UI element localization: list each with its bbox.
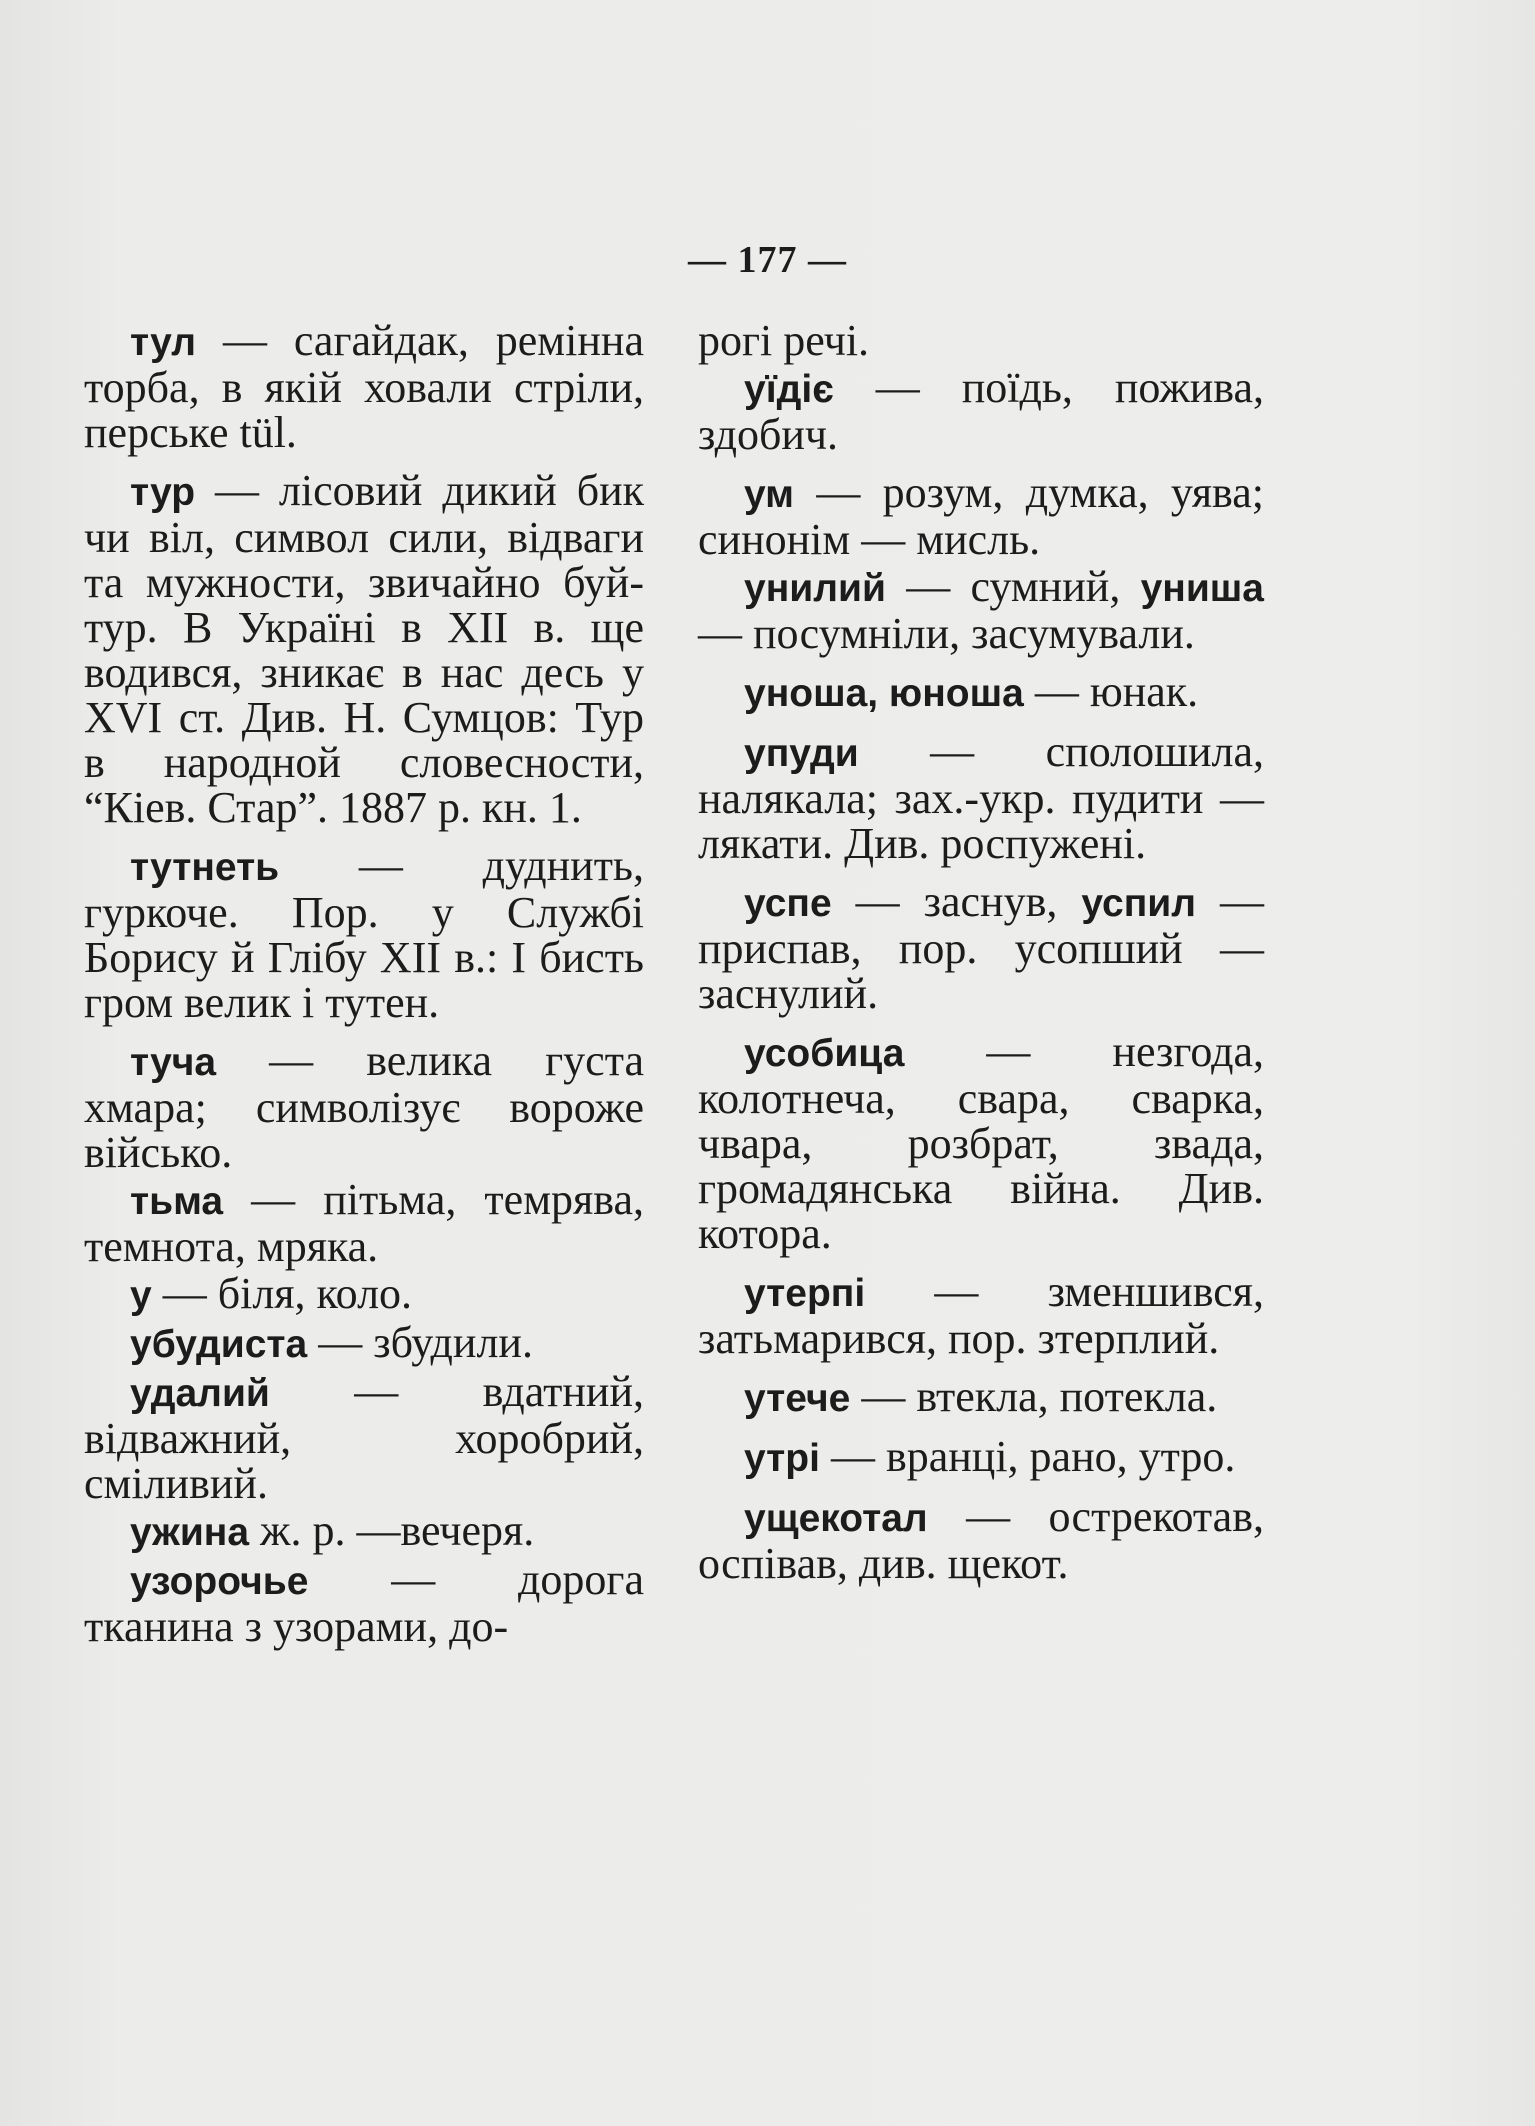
dictionary-entry [84, 1369, 644, 1506]
headword: унилий [744, 567, 886, 610]
headword: уноша, юноша [744, 672, 1024, 715]
dictionary-entry [698, 1374, 1264, 1421]
dictionary-entry [698, 729, 1264, 866]
definition: — дорога тканина з узорами, до- [84, 1555, 644, 1651]
definition: — пітьма, темрява, темнота, мряка. [84, 1175, 644, 1271]
headword: убудиста [130, 1323, 308, 1366]
definition: — посумніли, засумували. [698, 609, 1195, 658]
headword: утрі [744, 1437, 820, 1480]
definition: — сумний, [885, 562, 1141, 611]
headword: ущекотал [744, 1497, 928, 1540]
headword: тур [130, 471, 196, 514]
dictionary-entry [698, 564, 1264, 656]
definition: — розум, думка, уява; синонім — мисль. [698, 468, 1264, 564]
dictionary-entry [698, 1494, 1264, 1586]
dictionary-entry [84, 1320, 644, 1367]
definition: — незгода, колотнеча, свара, сварка, чвара, розбрат, звада, громадянська війна. Див. котора. [698, 1027, 1264, 1258]
headword: у [130, 1274, 152, 1317]
page-number: — 177 — [688, 239, 847, 281]
dictionary-entry [698, 365, 1264, 457]
headword: тьма [130, 1180, 224, 1223]
definition: — зменшився, затьмарився, пор. зтерплий. [698, 1267, 1264, 1363]
dictionary-entry [84, 1508, 644, 1555]
definition: — приспав, пор. усопший — заснулий. [698, 877, 1264, 1018]
headword: униша [1140, 567, 1264, 610]
definition: — поїдь, пожива, здобич. [698, 363, 1264, 459]
dictionary-entry [84, 318, 644, 455]
definition: ж. р. —вечеря. [249, 1506, 535, 1555]
dictionary-entry [84, 1177, 644, 1269]
definition: — вранці, рано, утро. [819, 1432, 1236, 1481]
dictionary-entry [698, 1269, 1264, 1361]
headword: уїдіє [744, 368, 834, 411]
dictionary-entry [84, 1038, 644, 1175]
left-column [84, 318, 644, 1651]
right-column [698, 318, 1264, 1599]
definition: — вдатний, відважний, хоробрий, сміливий. [84, 1367, 644, 1508]
definition: — острекотав, оспівав, див. щекот. [698, 1492, 1264, 1588]
dictionary-entry [698, 470, 1264, 562]
definition: рогі речі. [698, 316, 870, 365]
dictionary-entry [698, 1029, 1264, 1256]
headword: ужина [130, 1511, 250, 1554]
headword: удалий [130, 1372, 270, 1415]
definition: — лісовий дикий бик чи віл, символ сили, відваги та мужности, звичайно буй-тур. В Україні в XII в. ще водився, зникає в нас десь у XVI ст. Див. Н. Сумцов: Тур в народной словесности, “Кіев. Стар”. 1887 р. кн. 1. [84, 466, 644, 832]
dictionary-entry [84, 1557, 644, 1649]
definition: — велика густа хмара; символізує вороже військо. [84, 1036, 644, 1177]
dictionary-entry-continuation [698, 318, 1264, 363]
dictionary-entry [698, 669, 1264, 716]
dictionary-entry [84, 1271, 644, 1318]
dictionary-entry [84, 843, 644, 1025]
definition: — юнак. [1023, 667, 1199, 716]
dictionary-entry [698, 879, 1264, 1016]
definition: — біля, коло. [151, 1269, 413, 1318]
headword: туча [130, 1041, 217, 1084]
headword: усобица [744, 1032, 905, 1075]
dictionary-entry [698, 1434, 1264, 1481]
definition: — дуднить, гуркоче. Пор. у Службі Борису й Глібу XII в.: І бисть гром велик і тутен. [84, 841, 644, 1027]
headword: утече [744, 1377, 851, 1420]
headword: тул [130, 321, 197, 364]
headword: тутнеть [130, 846, 280, 889]
headword: успил [1081, 882, 1197, 925]
definition: — заснув, [831, 877, 1082, 926]
dictionary-entry [84, 468, 644, 830]
headword: упуди [744, 732, 859, 775]
definition: — сполошила, налякала; зах.-укр. пудити — лякати. Див. роспужені. [698, 727, 1264, 868]
definition: — збудили. [307, 1318, 533, 1367]
headword: утерпі [744, 1272, 866, 1315]
headword: ум [744, 473, 795, 516]
definition: — сагайдак, ремінна торба, в якій ховали стріли, перське tül. [84, 316, 644, 457]
headword: успе [744, 882, 832, 925]
headword: узорочье [130, 1560, 309, 1603]
definition: — втекла, потекла. [850, 1372, 1218, 1421]
